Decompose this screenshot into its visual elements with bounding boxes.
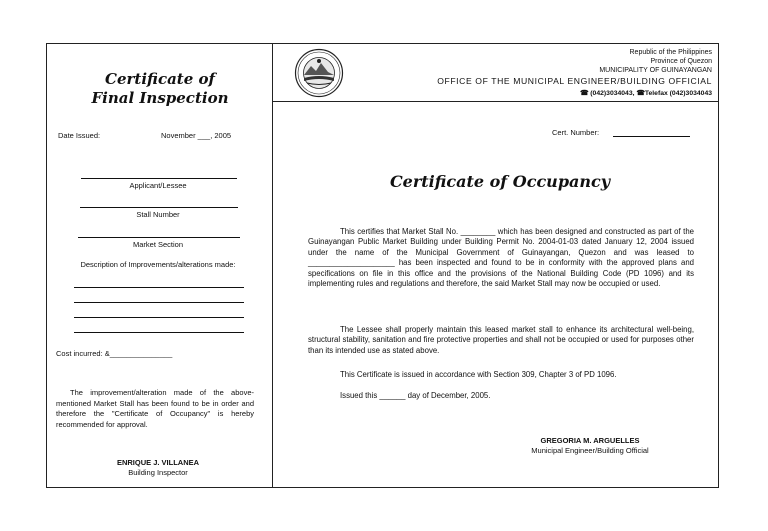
cost-incurred: Cost incurred: &_______________ <box>56 349 173 358</box>
applicant-line <box>81 178 237 179</box>
office-name: OFFICE OF THE MUNICIPAL ENGINEER/BUILDING OFFICIAL <box>437 76 712 86</box>
description-line-2 <box>74 302 244 303</box>
description-line-3 <box>74 317 244 318</box>
header-rule <box>273 101 719 102</box>
issued-date-line: Issued this ______ day of December, 2005. <box>340 391 491 400</box>
date-issued-value: November ___, 2005 <box>161 131 232 140</box>
panel-divider <box>272 43 273 488</box>
paragraph-legal-basis: This Certificate is issued in accordance with Section 309, Chapter 3 of PD 1096. <box>340 370 617 379</box>
description-label: Description of Improvements/alterations made: <box>80 260 236 269</box>
inspector-name: ENRIQUE J. VILLANEA <box>116 458 200 467</box>
municipality-text: MUNICIPALITY OF GUINAYANGAN <box>599 67 712 74</box>
title-line-1: Certificate of <box>105 70 215 88</box>
section-line <box>78 237 240 238</box>
title-line-2: Final Inspection <box>91 89 229 107</box>
province-text: Province of Quezon <box>650 58 712 65</box>
stall-line <box>80 207 238 208</box>
description-line-1 <box>74 287 244 288</box>
certificate-title: Certificate of Occupancy <box>389 172 611 191</box>
date-issued-label: Date Issued: <box>58 131 101 140</box>
cert-number-label: Cert. Number: <box>552 128 600 137</box>
republic-text: Republic of the Philippines <box>629 49 712 56</box>
municipal-seal <box>294 48 344 98</box>
stall-label: Stall Number <box>136 210 180 219</box>
applicant-label: Applicant/Lessee <box>129 181 187 190</box>
paragraph-maintenance: The Lessee shall properly maintain this leased market stall to enhance its architectural well-being, structural stability, sanitation and fire protective properties and shall not be occupied or used for purposes other than its intended use as stated above. <box>308 325 694 355</box>
inspector-title: Building Inspector <box>128 468 188 477</box>
final-inspection-title <box>60 70 260 108</box>
recommendation-text: The improvement/alteration made of the above-mentioned Market Stall has been found to be in order and therefore the "Certificate of Occupancy" is hereby recommended for approval. <box>56 388 254 429</box>
section-label: Market Section <box>132 240 184 249</box>
cert-number-line <box>613 136 690 137</box>
official-title: Municipal Engineer/Building Official <box>531 446 649 455</box>
letterhead <box>440 48 712 75</box>
paragraph-conformity: This certifies that Market Stall No. ________ which has been designed and constructed as part of the Guinayangan Public Market Building under Building Permit No. 2004-01-03 dated January 12, 2004 issued under the name of the Municipal Government of Guinayangan, Quezon and was leased to ____________________ has been inspected and found to be in conformity with the approved plans and specifications on file in this office and the provisions of the National Building Code (PD 1096) and its implementing rules and regulations and therefore, the said Market Stall may now be occupied or used. <box>308 227 694 289</box>
contact-numbers: ☎ (042)3034043, ☎Telefax (042)3034043 <box>579 90 712 97</box>
official-name: GREGORIA M. ARGUELLES <box>540 436 640 445</box>
description-line-4 <box>74 332 244 333</box>
